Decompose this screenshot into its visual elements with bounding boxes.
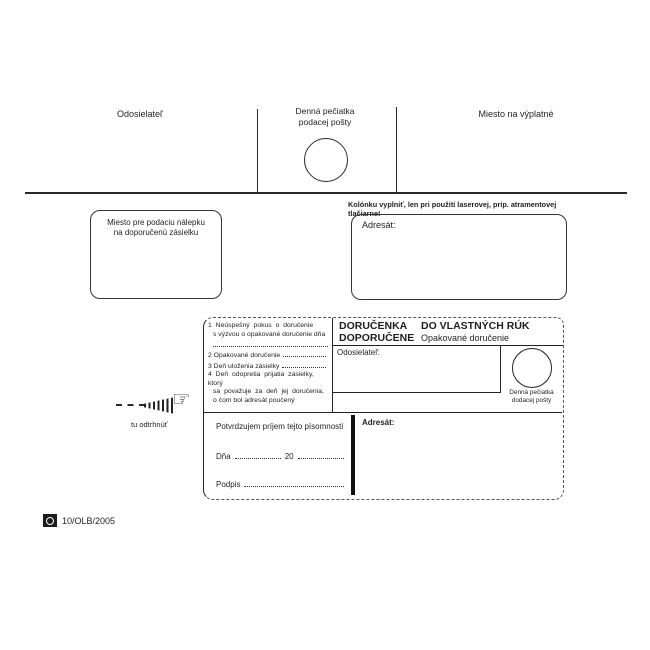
header-divider-left — [257, 109, 258, 193]
slip-title-right-line1: DO VLASTNÝCH RÚK — [421, 320, 530, 332]
delivery-notice-box — [204, 318, 333, 413]
notice-item4-line3: o čom bol adresát poučený — [213, 396, 295, 404]
header-divider-right — [396, 107, 397, 193]
delivery-stamp-label-line2: dodacej pošty — [511, 396, 552, 404]
form-code: 10/OLB/2005 — [62, 516, 116, 526]
year-leader — [298, 452, 344, 459]
year-prefix: 20 — [284, 452, 294, 461]
sticker-box-label-line2: na doporučenú zásielku — [113, 228, 199, 237]
sender-area-label: Odosielateľ — [117, 109, 163, 119]
delivery-stamp-cell — [501, 346, 562, 413]
slip-title-row — [333, 318, 563, 346]
signature-label: Podpis — [216, 480, 241, 489]
header-rule — [25, 192, 627, 194]
notice-item3-leader — [282, 361, 326, 368]
receipt-confirmation-label: Potvrdzujem príjem tejto písomnosti — [216, 422, 344, 431]
date-row — [216, 452, 344, 461]
pointing-hand-icon: ☞ — [172, 388, 191, 411]
slip-divider-bar — [351, 415, 355, 495]
delivery-stamp-label-line1: Denná pečiatka — [509, 389, 554, 396]
notice-item1-line1: 1 Neúspešný pokus o doručenie — [208, 322, 314, 329]
posting-stamp-label-line1: Denná pečiatka — [295, 106, 355, 116]
notice-item1-leader — [213, 339, 328, 347]
postage-area-label: Miesto na výplatné — [478, 109, 554, 119]
notice-item4-leader — [213, 405, 328, 413]
notice-item2-leader — [283, 350, 326, 357]
notice-item4-line1: 4 Deň odopretia prijatia zásielky, ktorý — [208, 371, 314, 387]
addressee-box-label: Adresát: — [362, 220, 396, 230]
delivery-stamp-circle — [512, 348, 552, 388]
slip-blank-strip — [333, 393, 501, 413]
sticker-box-label-line1: Miesto pre podaciu nálepku — [107, 218, 205, 227]
delivery-slip — [203, 317, 564, 500]
notice-item1-line2: s výzvou o opakované doručenie dňa — [213, 330, 326, 338]
printer-instruction-note: Kolónku vyplniť, len pri použití laserovej, príp. atramentovej tlačiarne! — [348, 200, 557, 218]
signature-row — [216, 480, 344, 489]
registered-mail-sticker-box — [90, 210, 222, 299]
notice-item2: 2 Opakované doručenie — [208, 352, 281, 359]
slip-title-line1: DORUČENKA — [339, 320, 408, 332]
posting-stamp-label — [278, 106, 372, 127]
slip-addressee-label: Adresát: — [362, 418, 395, 427]
tear-wedge-stripes — [144, 397, 175, 414]
tear-line-dashes — [116, 404, 145, 406]
slip-sender-label: Odosielateľ: — [337, 348, 380, 357]
slip-title-line2: DOPORUČENE — [339, 331, 415, 344]
date-leader — [235, 452, 281, 459]
posting-stamp-circle — [304, 138, 348, 182]
notice-item4-line2: sa považuje za deň jej doručenia, — [213, 388, 324, 395]
signature-leader — [244, 480, 344, 487]
slip-title-right-line2: Opakované doručenie — [421, 332, 510, 343]
posting-stamp-label-line2: podacej pošty — [298, 116, 352, 127]
recycled-paper-icon — [43, 514, 57, 527]
tear-here-label: tu odtrhnúť — [131, 420, 168, 429]
date-label: Dňa — [216, 452, 231, 461]
notice-item3: 3 Deň uloženia zásielky — [208, 362, 280, 370]
addressee-box — [351, 214, 567, 300]
slip-sender-cell — [333, 346, 501, 393]
